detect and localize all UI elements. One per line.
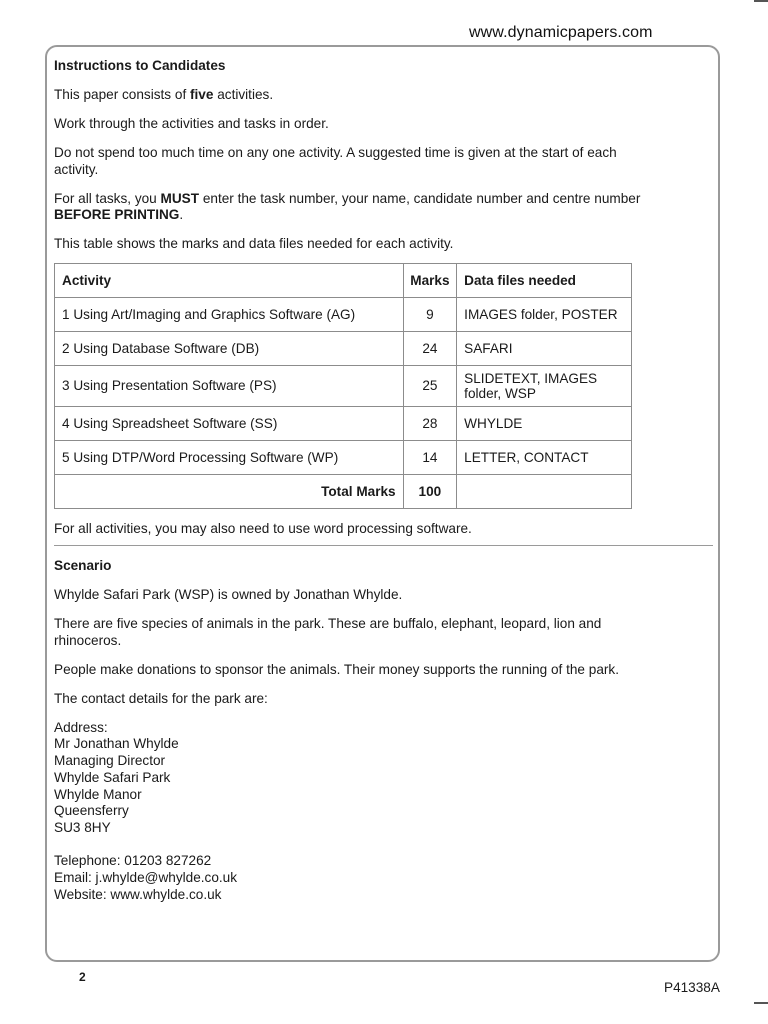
activity-cell: 3 Using Presentation Software (PS) xyxy=(55,365,404,406)
email-line: Email: j.whylde@whylde.co.uk xyxy=(54,869,238,885)
address-line: Mr Jonathan Whylde xyxy=(54,736,179,752)
activity-cell: 5 Using DTP/Word Processing Software (WP) xyxy=(55,440,404,474)
header-activity: Activity xyxy=(55,263,404,297)
telephone-line: Telephone: 01203 827262 xyxy=(54,853,212,869)
scenario-species: There are five species of animals in the park. These are buffalo, elephant, leopard, lion and rhinoceros. xyxy=(54,616,602,648)
contact-address xyxy=(54,720,714,838)
address-line: Managing Director xyxy=(54,753,166,769)
table-row xyxy=(55,440,632,474)
address-line: Queensferry xyxy=(54,803,129,819)
instruction-printing: For all tasks, you MUST enter the task number, your name, candidate number and centre number BEFORE PRINTING. xyxy=(54,190,641,222)
address-line: Whylde Safari Park xyxy=(54,769,171,785)
scenario-contact-intro: The contact details for the park are: xyxy=(54,690,268,706)
instruction-time: Do not spend too much time on any one activity. A suggested time is given at the start of each activity. xyxy=(54,145,617,177)
page-content xyxy=(54,58,714,903)
header-data-files: Data files needed xyxy=(457,263,632,297)
watermark-url: www.dynamicpapers.com xyxy=(469,24,653,41)
table-row xyxy=(55,365,632,406)
header-marks: Marks xyxy=(403,263,457,297)
files-cell: LETTER, CONTACT xyxy=(457,440,632,474)
instruction-table-intro: This table shows the marks and data files needed for each activity. xyxy=(54,236,454,251)
files-cell: SAFARI xyxy=(457,331,632,365)
contact-details xyxy=(54,853,714,903)
scenario-heading: Scenario xyxy=(54,558,112,573)
edge-crop-mark xyxy=(754,1002,768,1004)
marks-cell: 14 xyxy=(403,440,457,474)
instruction-activities-count: This paper consists of five activities. xyxy=(54,87,274,102)
address-line: SU3 8HY xyxy=(54,820,111,836)
address-line: Address: xyxy=(54,719,108,735)
page-number: 2 xyxy=(79,970,86,984)
word-processing-note: For all activities, you may also need to use word processing software. xyxy=(54,520,472,536)
scenario-donations: People make donations to sponsor the animals. Their money supports the running of the park. xyxy=(54,661,619,677)
marks-cell: 24 xyxy=(403,331,457,365)
table-row xyxy=(55,331,632,365)
total-marks-label: Total Marks xyxy=(55,474,404,508)
files-cell: SLIDETEXT, IMAGES folder, WSP xyxy=(457,365,632,406)
paper-code: P41338A xyxy=(664,980,720,995)
table-header-row xyxy=(55,263,632,297)
activity-cell: 2 Using Database Software (DB) xyxy=(55,331,404,365)
files-cell: IMAGES folder, POSTER xyxy=(457,297,632,331)
website-line: Website: www.whylde.co.uk xyxy=(54,886,222,902)
table-total-row xyxy=(55,474,632,508)
marks-cell: 25 xyxy=(403,365,457,406)
scenario-owner: Whylde Safari Park (WSP) is owned by Jonathan Whylde. xyxy=(54,587,403,602)
marks-table xyxy=(54,263,632,509)
section-divider xyxy=(54,545,713,546)
total-empty-cell xyxy=(457,474,632,508)
activity-cell: 1 Using Art/Imaging and Graphics Software (AG) xyxy=(55,297,404,331)
activity-cell: 4 Using Spreadsheet Software (SS) xyxy=(55,406,404,440)
instructions-heading: Instructions to Candidates xyxy=(54,58,226,73)
total-marks-value: 100 xyxy=(403,474,457,508)
marks-cell: 9 xyxy=(403,297,457,331)
files-cell: WHYLDE xyxy=(457,406,632,440)
table-row xyxy=(55,297,632,331)
edge-crop-mark xyxy=(754,0,768,2)
address-line: Whylde Manor xyxy=(54,786,142,802)
marks-cell: 28 xyxy=(403,406,457,440)
instruction-order: Work through the activities and tasks in order. xyxy=(54,116,329,131)
table-row xyxy=(55,406,632,440)
